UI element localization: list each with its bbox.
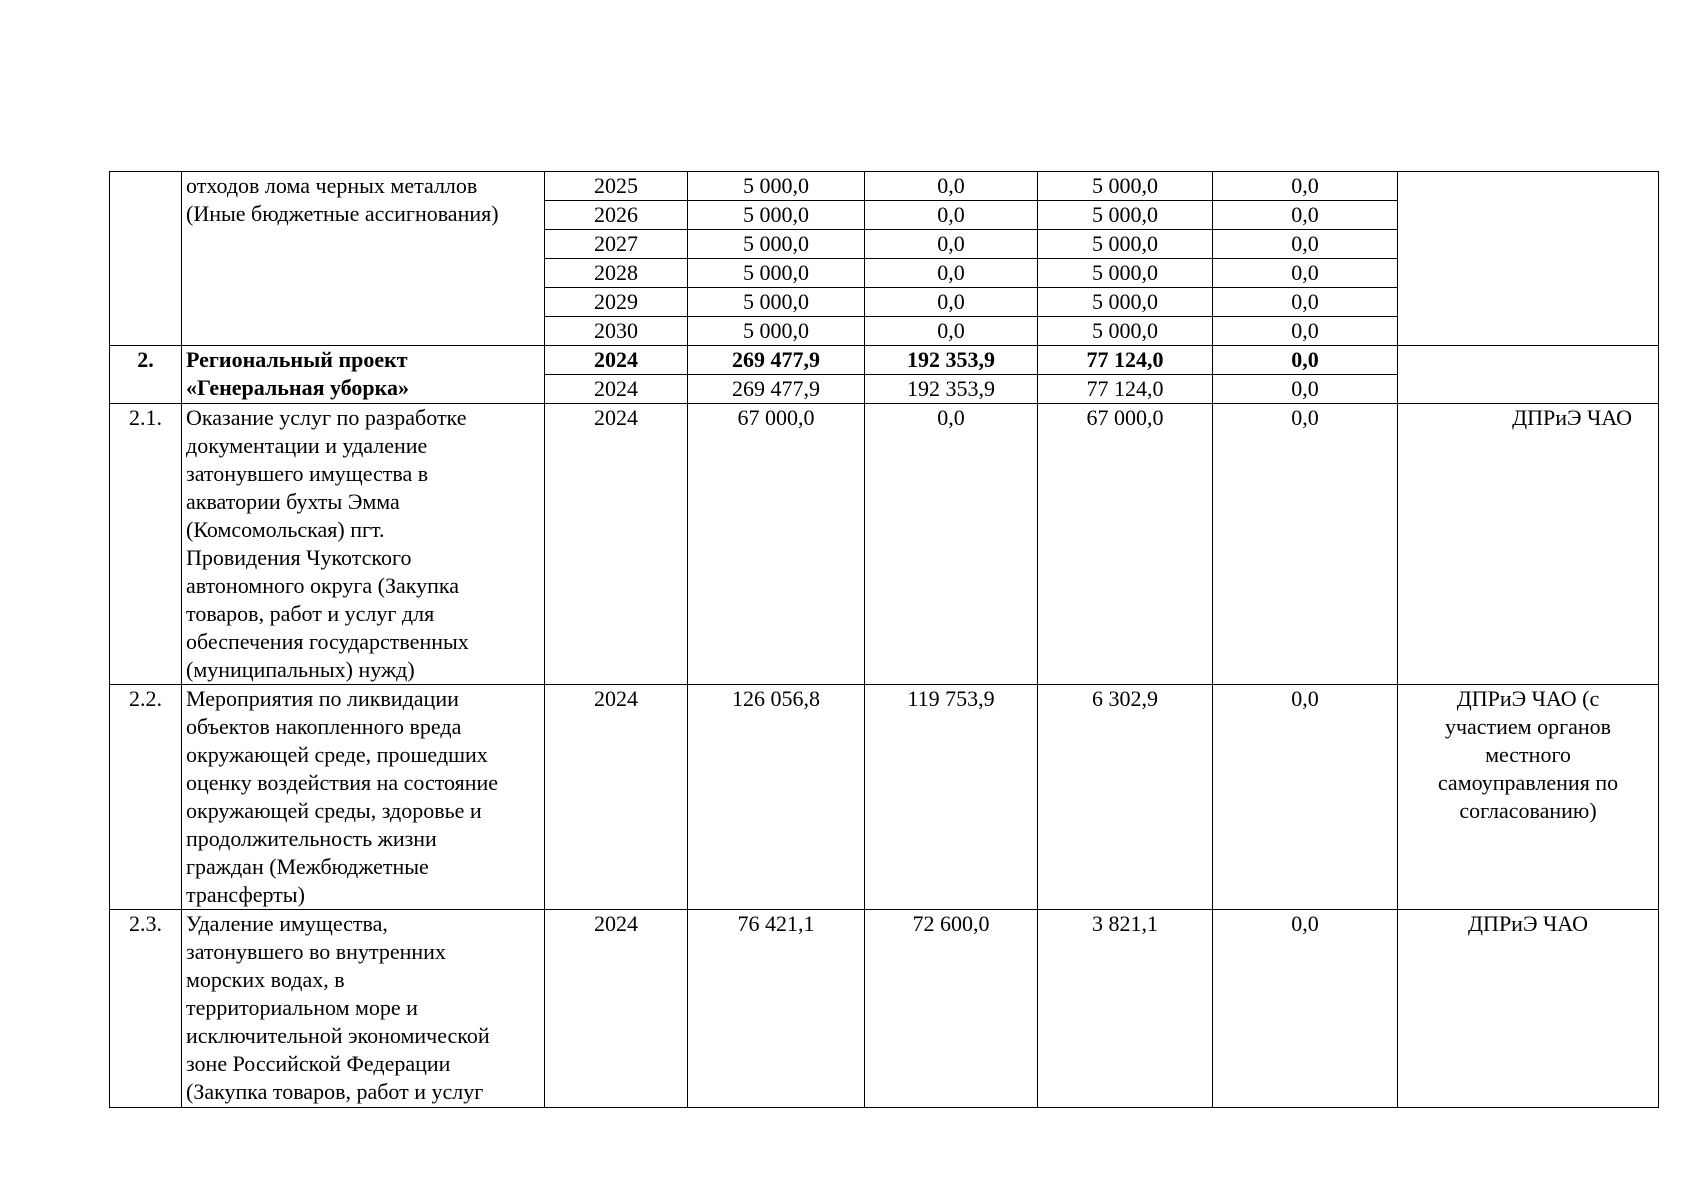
responsible-line: ДПРиЭ ЧАО (с: [1456, 686, 1600, 711]
row-number-cell: 2.3.: [110, 910, 182, 1108]
total-cell: 5 000,0: [688, 230, 865, 259]
description-line: отходов лома черных металлов: [186, 173, 478, 198]
description-line: (муниципальных) нужд): [186, 657, 415, 682]
description-line: оценку воздействия на состояние: [186, 770, 499, 795]
description-line: обеспечения государственных: [186, 629, 469, 654]
row-number-cell: [110, 172, 182, 346]
other-cell: 0,0: [1213, 259, 1398, 288]
description-line: окружающей среды, здоровье и: [186, 798, 482, 823]
total-cell: 269 477,9: [688, 346, 865, 375]
description-line: акватории бухты Эмма: [186, 489, 400, 514]
description-line: Мероприятия по ликвидации: [186, 686, 459, 711]
regional-cell: 5 000,0: [1038, 288, 1213, 317]
total-cell: 67 000,0: [688, 404, 865, 685]
regional-cell: 5 000,0: [1038, 172, 1213, 201]
regional-cell: 67 000,0: [1038, 404, 1213, 685]
responsible-line: ДПРиЭ ЧАО: [1468, 911, 1588, 936]
year-cell: 2024: [545, 404, 688, 685]
federal-cell: 0,0: [865, 288, 1038, 317]
year-cell: 2027: [545, 230, 688, 259]
responsible-cell: [1398, 346, 1659, 404]
description-line: зоне Российской Федерации: [186, 1051, 451, 1076]
year-cell: 2030: [545, 317, 688, 346]
other-cell: 0,0: [1213, 910, 1398, 1108]
other-cell: 0,0: [1213, 288, 1398, 317]
federal-cell: 192 353,9: [865, 346, 1038, 375]
regional-cell: 6 302,9: [1038, 685, 1213, 910]
total-cell: 5 000,0: [688, 317, 865, 346]
responsible-cell: [1398, 404, 1659, 685]
description-line: автономного округа (Закупка: [186, 573, 460, 598]
regional-cell: 5 000,0: [1038, 201, 1213, 230]
regional-cell: 5 000,0: [1038, 317, 1213, 346]
budget-table: [109, 171, 1659, 1108]
responsible-cell: [1398, 685, 1659, 910]
year-cell: 2028: [545, 259, 688, 288]
total-cell: 5 000,0: [688, 201, 865, 230]
description-line: (Комсомольская) пгт.: [186, 517, 385, 542]
year-cell: 2025: [545, 172, 688, 201]
description-cell: [182, 910, 545, 1108]
year-cell: 2024: [545, 910, 688, 1108]
responsible-line: самоуправления по: [1437, 770, 1619, 795]
description-line: Оказание услуг по разработке: [186, 405, 467, 430]
row-number-cell: 2.1.: [110, 404, 182, 685]
project-title-cell: [182, 346, 545, 404]
description-line: территориальном море и: [186, 995, 418, 1020]
description-line: товаров, работ и услуг для: [186, 601, 435, 626]
regional-cell: 3 821,1: [1038, 910, 1213, 1108]
project-title-line: Региональный проект: [186, 347, 408, 372]
responsible-cell: [1398, 172, 1659, 346]
description-line: затонувшего во внутренних: [186, 939, 446, 964]
responsible-line: местного: [1485, 742, 1571, 767]
table-row: [110, 910, 1659, 1108]
responsible-cell: [1398, 910, 1659, 1108]
description-line: исключительной экономической: [186, 1023, 490, 1048]
table-row: [110, 685, 1659, 910]
description-line: продолжительность жизни: [186, 826, 437, 851]
total-cell: 5 000,0: [688, 288, 865, 317]
description-line: окружающей среде, прошедших: [186, 742, 488, 767]
other-cell: 0,0: [1213, 172, 1398, 201]
description-line: документации и удаление: [186, 433, 428, 458]
other-cell: 0,0: [1213, 317, 1398, 346]
federal-cell: 0,0: [865, 172, 1038, 201]
total-cell: 269 477,9: [688, 375, 865, 404]
federal-cell: 0,0: [865, 317, 1038, 346]
description-line: (Иные бюджетные ассигнования): [186, 201, 499, 226]
year-cell: 2026: [545, 201, 688, 230]
total-cell: 5 000,0: [688, 172, 865, 201]
regional-cell: 77 124,0: [1038, 375, 1213, 404]
description-line: (Закупка товаров, работ и услуг: [186, 1079, 484, 1104]
other-cell: 0,0: [1213, 404, 1398, 685]
description-line: трансферты): [186, 882, 305, 907]
total-cell: 126 056,8: [688, 685, 865, 910]
federal-cell: 192 353,9: [865, 375, 1038, 404]
federal-cell: 0,0: [865, 230, 1038, 259]
total-cell: 76 421,1: [688, 910, 865, 1108]
description-line: затонувшего имущества в: [186, 461, 429, 486]
federal-cell: 72 600,0: [865, 910, 1038, 1108]
description-line: Провидения Чукотского: [186, 545, 412, 570]
other-cell: 0,0: [1213, 201, 1398, 230]
other-cell: 0,0: [1213, 375, 1398, 404]
description-line: морских водах, в: [186, 967, 345, 992]
description-line: Удаление имущества,: [186, 911, 388, 936]
description-cell: [182, 172, 545, 346]
table-row: [110, 346, 1659, 375]
description-line: граждан (Межбюджетные: [186, 854, 429, 879]
row-number-cell: 2.: [110, 346, 182, 404]
other-cell: 0,0: [1213, 346, 1398, 375]
federal-cell: 0,0: [865, 259, 1038, 288]
table-row: [110, 404, 1659, 685]
regional-cell: 5 000,0: [1038, 259, 1213, 288]
year-cell: 2029: [545, 288, 688, 317]
description-cell: [182, 404, 545, 685]
regional-cell: 77 124,0: [1038, 346, 1213, 375]
other-cell: 0,0: [1213, 685, 1398, 910]
year-cell: 2024: [545, 685, 688, 910]
project-title-line: «Генеральная уборка»: [186, 375, 410, 400]
other-cell: 0,0: [1213, 230, 1398, 259]
year-cell: 2024: [545, 375, 688, 404]
description-cell: [182, 685, 545, 910]
federal-cell: 119 753,9: [865, 685, 1038, 910]
regional-cell: 5 000,0: [1038, 230, 1213, 259]
year-cell: 2024: [545, 346, 688, 375]
responsible-line: участием органов: [1444, 714, 1612, 739]
responsible-line: согласованию): [1459, 798, 1597, 823]
table-row: [110, 172, 1659, 201]
federal-cell: 0,0: [865, 404, 1038, 685]
row-number-cell: 2.2.: [110, 685, 182, 910]
federal-cell: 0,0: [865, 201, 1038, 230]
responsible-line: ДПРиЭ ЧАО: [1512, 405, 1632, 430]
total-cell: 5 000,0: [688, 259, 865, 288]
description-line: объектов накопленного вреда: [186, 714, 462, 739]
